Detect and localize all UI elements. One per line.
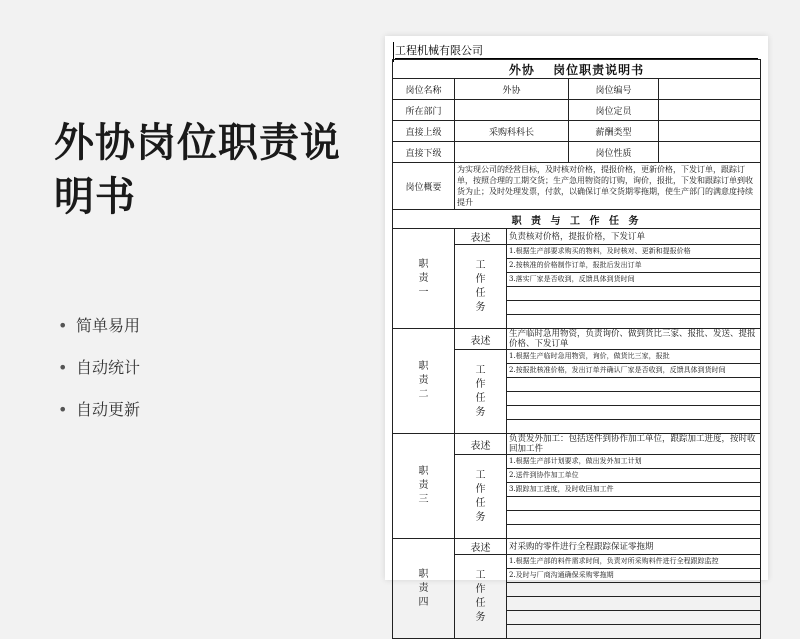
- duty-4-label: 职 责 四: [393, 539, 455, 639]
- duty-1-task-2: 2.按核准的价格制作订单，报批后发出订单: [507, 259, 761, 273]
- duty-1-task-3: 3.落实厂家是否收到，反馈具体到货时间: [507, 273, 761, 287]
- task-blank-row: [507, 597, 761, 611]
- duty-4-work-label: 工 作 任 务: [455, 555, 507, 639]
- task-blank-row: [507, 511, 761, 525]
- superior-value: 采购科科长: [455, 121, 569, 142]
- duty-2-work-label: 工 作 任 务: [455, 350, 507, 434]
- duty-2-label: 职 责 二: [393, 329, 455, 434]
- task-blank-row: [507, 497, 761, 511]
- promo-title: 外协岗位职责说明书: [54, 120, 341, 220]
- duty-3-description: 负责发外加工：包括送件到协作加工单位，跟踪加工进度，按时收回加工件: [507, 434, 761, 455]
- duty-3-label: 职 责 三: [393, 434, 455, 539]
- department-label: 所在部门: [393, 100, 455, 121]
- duty-3-task-2: 2.送件到协作加工单位: [507, 469, 761, 483]
- task-blank-row: [507, 406, 761, 420]
- position-code-value: [659, 79, 761, 100]
- duty-3-task-3: 3.跟踪加工进度，及时收回加工件: [507, 483, 761, 497]
- nature-value: [659, 142, 761, 163]
- duty-4-description: 对采购的零件进行全程跟踪保证零拖期: [507, 539, 761, 555]
- task-blank-row: [507, 301, 761, 315]
- duty-1-label: 职 责 一: [393, 229, 455, 329]
- duty-1-desc-label: 表述: [455, 229, 507, 245]
- company-name: 工程机械有限公司: [395, 44, 758, 59]
- feature-item: • 自动更新: [58, 396, 140, 438]
- feature-item: • 自动统计: [58, 354, 140, 396]
- position-name-label: 岗位名称: [393, 79, 455, 100]
- task-blank-row: [507, 525, 761, 539]
- task-blank-row: [507, 392, 761, 406]
- duty-2-desc-label: 表述: [455, 329, 507, 350]
- staffing-label: 岗位定员: [569, 100, 659, 121]
- duty-4-desc-label: 表述: [455, 539, 507, 555]
- subordinate-value: [455, 142, 569, 163]
- summary-text: 为实现公司的经营目标，及时核对价格，提报价格，更新价格，下发订单，跟踪订单，按照合理的工期交货；生产急用物资的订购，询价，报批，下发和跟踪订单到收货为止；及时处理发票，付款，以确保订单交货期零拖期，使生产部门的满意度持续提升: [455, 163, 761, 210]
- task-blank-row: [507, 611, 761, 625]
- nature-label: 岗位性质: [569, 142, 659, 163]
- duty-3-task-1: 1.根据生产部计划要求，做出发外加工计划: [507, 455, 761, 469]
- duty-2-task-2: 2.按报批核准价格，发出订单并确认厂家是否收到，反馈具体到货时间: [507, 364, 761, 378]
- position-code-label: 岗位编号: [569, 79, 659, 100]
- position-name-value: 外协: [455, 79, 569, 100]
- task-blank-row: [507, 287, 761, 301]
- task-blank-row: [507, 583, 761, 597]
- feature-list: [58, 312, 140, 438]
- superior-label: 直接上级: [393, 121, 455, 142]
- duty-1-work-label: 工 作 任 务: [455, 245, 507, 329]
- duty-4-task-2: 2.及时与厂商沟通确保采购零拖期: [507, 569, 761, 583]
- document-preview: [385, 36, 768, 623]
- summary-label: 岗位概要: [393, 163, 455, 210]
- salary-type-label: 薪酬类型: [569, 121, 659, 142]
- task-blank-row: [507, 378, 761, 392]
- task-blank-row: [507, 315, 761, 329]
- subordinate-label: 直接下级: [393, 142, 455, 163]
- duty-2-description: 生产临时急用物资，负责询价、做到货比三家、报批、发送、提报价格、下发订单: [507, 329, 761, 350]
- department-value: [455, 100, 569, 121]
- duty-4-task-1: 1.根据生产部的料件需求时间，负责对所采购料件进行全程跟踪监控: [507, 555, 761, 569]
- job-description-table: [392, 59, 761, 639]
- duty-3-work-label: 工 作 任 务: [455, 455, 507, 539]
- salary-type-value: [659, 121, 761, 142]
- duty-3-desc-label: 表述: [455, 434, 507, 455]
- staffing-value: [659, 100, 761, 121]
- responsibilities-header: 职 责 与 工 作 任 务: [393, 210, 761, 229]
- duty-1-description: 负责核对价格，提报价格，下发订单: [507, 229, 761, 245]
- duty-2-task-1: 1.根据生产临时急用物资，询价，做货比三家，报批: [507, 350, 761, 364]
- feature-item: • 简单易用: [58, 312, 140, 354]
- document-title: 外协 岗位职责说明书: [393, 60, 761, 79]
- duty-1-task-1: 1.根据生产部要求购买的物料，及时核对、更新和提报价格: [507, 245, 761, 259]
- task-blank-row: [507, 625, 761, 639]
- task-blank-row: [507, 420, 761, 434]
